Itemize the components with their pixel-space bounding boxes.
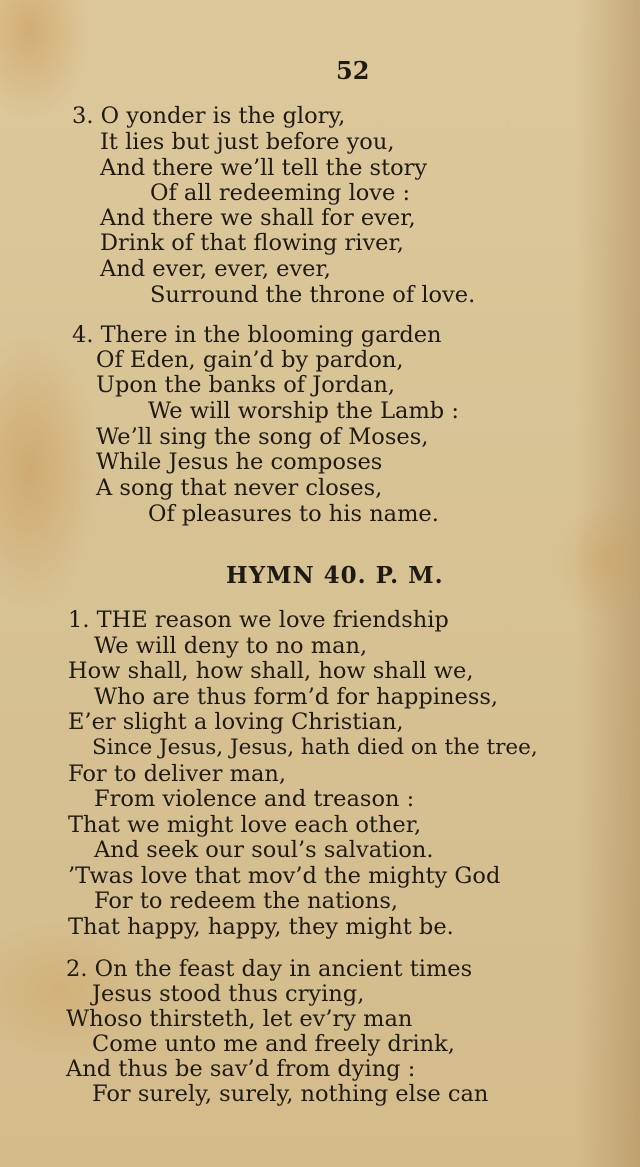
verse-line: 4. There in the blooming garden (72, 322, 442, 348)
verse-line: Since Jesus, Jesus, hath died on the tree, (92, 735, 538, 760)
verse-line: And there we shall for ever, (100, 205, 416, 231)
verse-number: 4. (72, 322, 94, 348)
verse-line: Of all redeeming love : (150, 180, 411, 206)
verse-line: And thus be sav’d from dying : (66, 1056, 416, 1082)
verse-line: Drink of that flowing river, (100, 230, 404, 256)
verse-number: 3. (72, 103, 94, 129)
verse-line: 2. On the feast day in ancient times (66, 956, 473, 982)
verse-line: We will deny to no man, (94, 633, 368, 659)
hymn-title: HYMN 40. P. M. (226, 562, 444, 589)
verse-line: That happy, happy, they might be. (68, 914, 454, 940)
verse-line: That we might love each other, (68, 812, 422, 838)
verse-line: ’Twas love that mov’d the mighty God (68, 863, 501, 889)
verse-line: Who are thus form’d for happiness, (94, 684, 499, 710)
verse-line: And there we’ll tell the story (100, 155, 428, 181)
verse-number: 1. (68, 607, 90, 633)
verse-line: We’ll sing the song of Moses, (96, 424, 429, 450)
verse-line: For surely, surely, nothing else can (92, 1081, 489, 1107)
verse-line: 3. O yonder is the glory, (72, 103, 346, 129)
verse-line: Surround the throne of love. (150, 282, 476, 308)
verse-line: How shall, how shall, how shall we, (68, 658, 474, 684)
verse-line: Whoso thirsteth, let ev’ry man (66, 1006, 413, 1032)
verse-line: And ever, ever, ever, (100, 256, 331, 282)
verse-line: We will worship the Lamb : (148, 398, 459, 424)
verse-line: Jesus stood thus crying, (92, 981, 365, 1007)
verse-line: Of Eden, gain’d by pardon, (96, 347, 404, 373)
verse-number: 2. (66, 956, 88, 982)
verse-line: 1. THE reason we love friendship (68, 607, 449, 633)
verse-line: For to redeem the nations, (94, 888, 399, 914)
verse-line: And seek our soul’s salvation. (94, 837, 434, 863)
verse-line: Come unto me and freely drink, (92, 1031, 455, 1057)
verse-line: For to deliver man, (68, 761, 287, 787)
verse-line: While Jesus he composes (96, 449, 383, 475)
page-number: 52 (336, 56, 370, 85)
verse-line: A song that never closes, (96, 475, 383, 501)
verse-line: It lies but just before you, (100, 129, 395, 155)
verse-line: Upon the banks of Jordan, (96, 372, 396, 398)
verse-line: From violence and treason : (94, 786, 415, 812)
verse-line: Of pleasures to his name. (148, 501, 439, 527)
verse-line: E’er slight a loving Christian, (68, 709, 404, 735)
